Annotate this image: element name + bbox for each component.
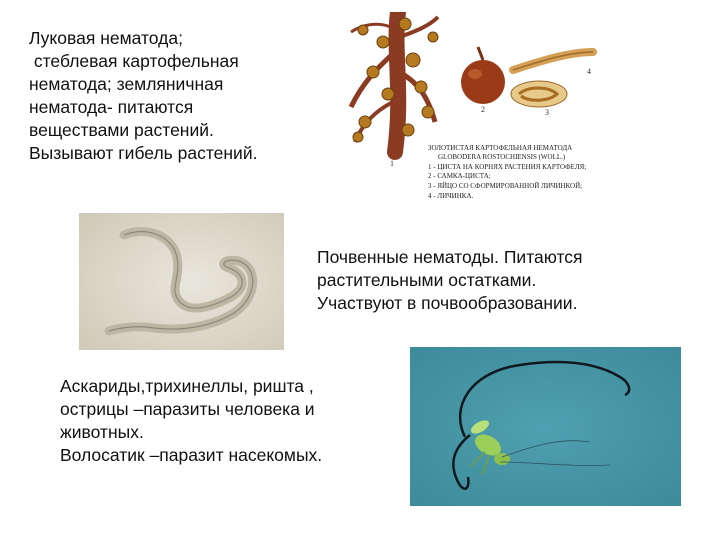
horsehair-worm-photo xyxy=(410,347,681,506)
horsehair-worm-image xyxy=(410,347,681,506)
soil-nematodes-text: Почвенные нематоды. Питаются растительными остатками. Участвуют в почвообразовании. xyxy=(317,247,583,313)
caption-line: 3 - ЯЙЦО СО СФОРМИРОВАННОЙ ЛИЧИНКОЙ; xyxy=(428,182,583,190)
label-3: 3 xyxy=(545,108,549,117)
plant-nematodes-text: Луковая нематода; стеблевая картофельная нематода; земляничная нематода- питаются веществами растений. Вызывают гибель растений. xyxy=(29,28,258,163)
caption-line: ЗОЛОТИСТАЯ КАРТОФЕЛЬНАЯ НЕМАТОДА xyxy=(428,144,573,152)
label-1: 1 xyxy=(390,159,394,168)
label-4: 4 xyxy=(587,67,591,76)
caption-line: GLOBODERA ROSTOCHIENSIS (WOLL.) xyxy=(438,153,566,161)
caption-line: 1 - ЦИСТА НА КОРНЯХ РАСТЕНИЯ КАРТОФЕЛЯ; xyxy=(428,163,587,171)
label-2: 2 xyxy=(481,105,485,114)
potato-nematode-illustration xyxy=(343,12,613,212)
caption-line: 2 - САМКА-ЦИСТА; xyxy=(428,172,491,180)
parasites-text: Аскариды,трихинеллы, ришта , острицы –паразиты человека и животных. Волосатик –паразит насекомых. xyxy=(60,376,323,465)
soil-nematode-image xyxy=(79,213,284,350)
soil-nematode-photo xyxy=(79,213,284,350)
caption-line: 4 - ЛИЧИНКА. xyxy=(428,192,474,200)
